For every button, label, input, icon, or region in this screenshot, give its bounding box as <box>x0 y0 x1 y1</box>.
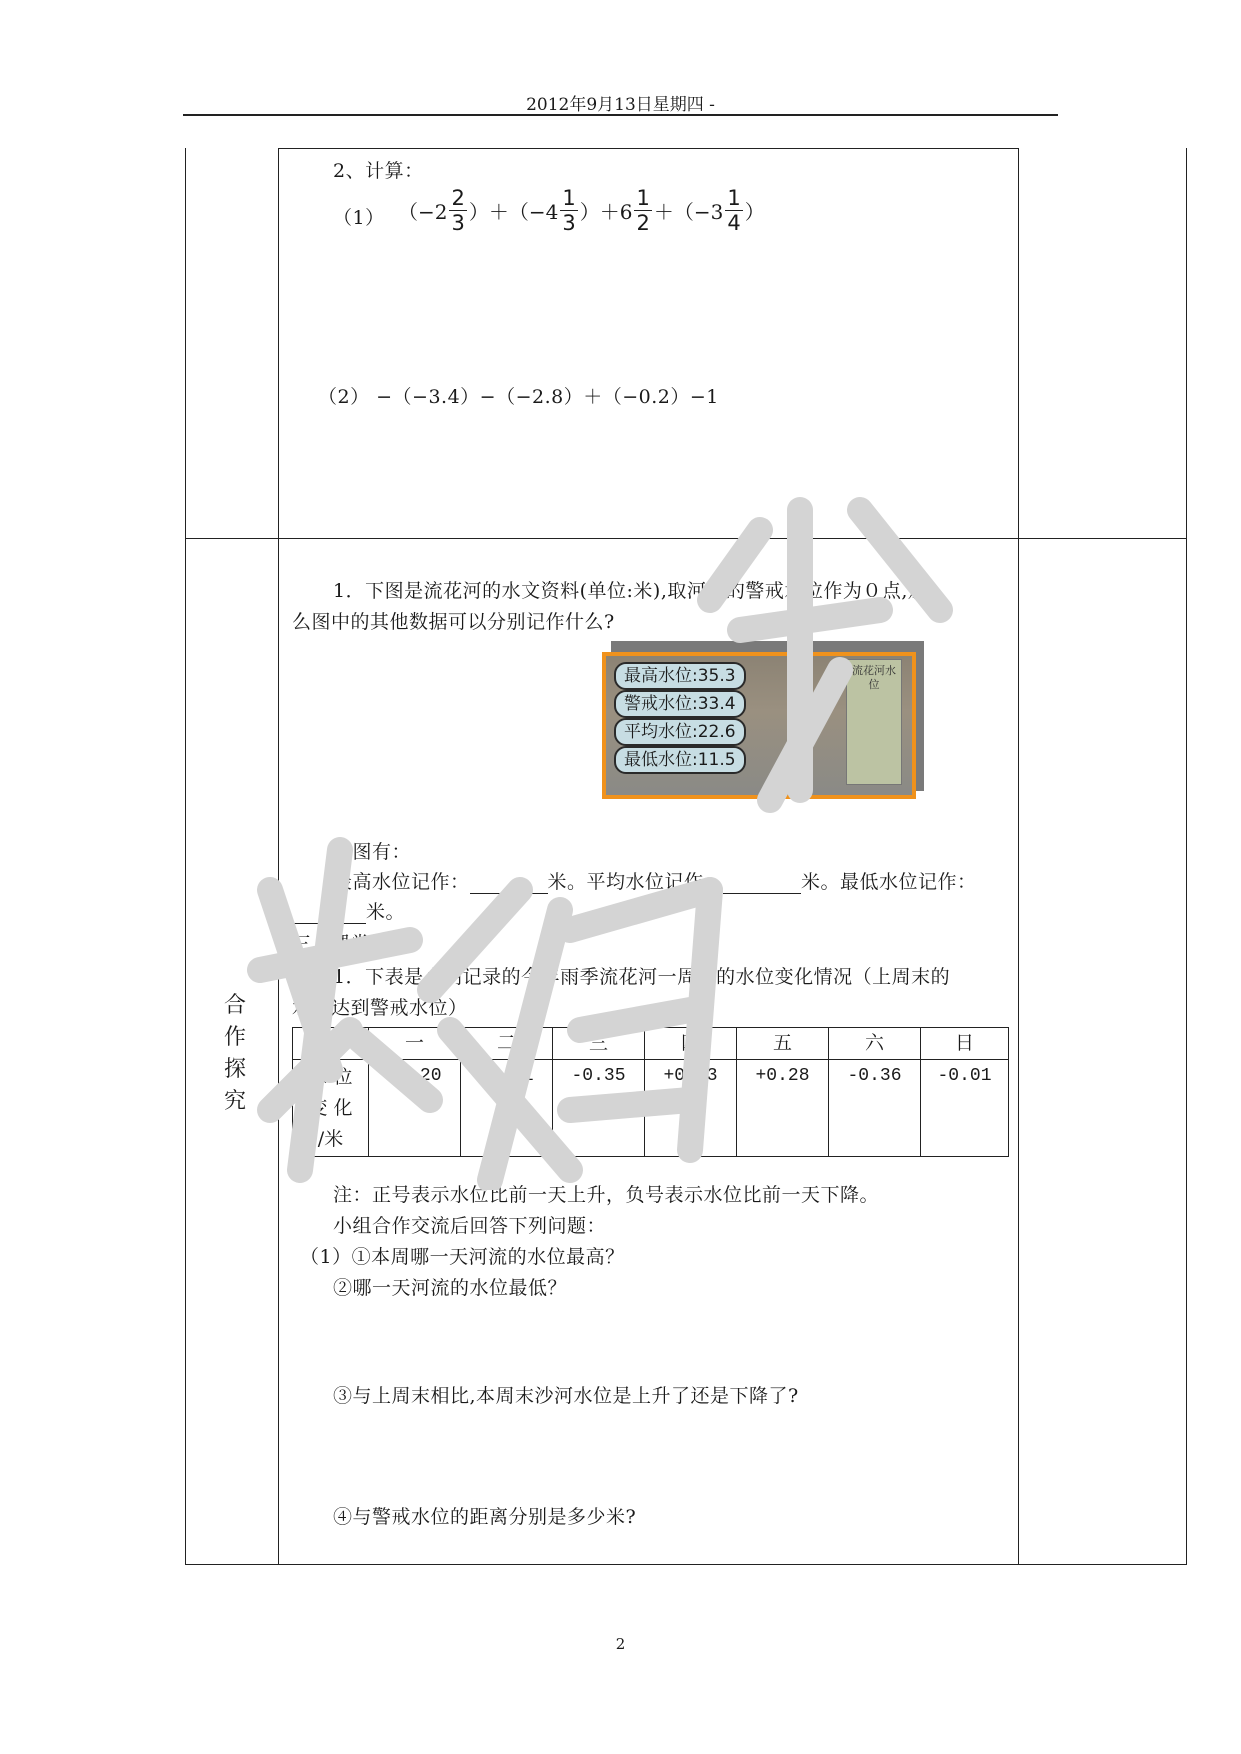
row-label: 水 位 变 化 /米 <box>293 1060 369 1157</box>
table-header-cell: 四 <box>645 1028 737 1060</box>
section-label-cooperative-inquiry: 合 作 探 究 <box>223 993 246 1114</box>
table-cell: +0.81 <box>461 1060 553 1157</box>
table-header-cell: 星期 <box>293 1028 369 1060</box>
table-row <box>293 1060 1009 1157</box>
figure-label-highest: 最高水位:35.3 <box>614 662 746 690</box>
display-question-a: （1）①本周哪一天河流的水位最高？ <box>300 1246 625 1268</box>
figure-gauge: 流花河水位 <box>846 659 902 785</box>
table-cell: -0.35 <box>553 1060 645 1157</box>
q1-fraction-4: $\frac{1}{4}$ <box>727 186 741 235</box>
q1-fraction-1: $\frac{2}{3}$ <box>451 186 465 235</box>
q1-term1-close: ）＋（−4 <box>468 200 559 224</box>
display-question-b: ②哪一天河流的水位最低？ <box>333 1277 568 1299</box>
water-level-table <box>292 1027 1009 1157</box>
table-cell: -0.36 <box>829 1060 921 1157</box>
q1-term1-open: （−2 <box>398 200 448 224</box>
calc-q1-expression <box>398 186 765 235</box>
table-header-row <box>293 1028 1009 1060</box>
figure-label-warning: 警戒水位:33.4 <box>614 690 746 718</box>
figure-label-average: 平均水位:22.6 <box>614 718 746 746</box>
table-header-cell: 日 <box>921 1028 1009 1060</box>
fill-line-2: 米。 <box>292 897 405 924</box>
table-cell: -0.01 <box>921 1060 1009 1157</box>
display-q1-line2: 水位达到警戒水位） <box>292 997 468 1019</box>
table-header-cell: 六 <box>829 1028 921 1060</box>
fill-line: 最高水位记作： 米。平均水位记作： 米。最低水位记作： <box>333 871 977 893</box>
header-date: 2012年9月13日星期四 - <box>526 95 715 115</box>
blank-highest[interactable] <box>470 871 548 894</box>
water-level-figure <box>602 652 916 799</box>
explore-q1-line2: 么图中的其他数据可以分别记作什么? <box>292 611 615 633</box>
table-cell: +0.20 <box>369 1060 461 1157</box>
display-note: 注：正号表示水位比前一天上升，负号表示水位比前一天下降。 <box>333 1184 880 1206</box>
q1-fraction-3: $\frac{1}{2}$ <box>636 186 650 235</box>
explore-q1-line1: 1．下图是流花河的水文资料(单位:米),取河流的警戒水位作为０点,那 <box>333 580 928 602</box>
display-group: 小组合作交流后回答下列问题： <box>333 1215 607 1237</box>
table-header-cell: 五 <box>737 1028 829 1060</box>
from-chart-label: 由图有： <box>333 841 412 863</box>
calc-title: 2、计算： <box>333 160 424 182</box>
figure-label-lowest: 最低水位:11.5 <box>614 746 746 774</box>
q1-term4-close: ） <box>744 200 765 224</box>
blank-average[interactable] <box>723 871 801 894</box>
q1-fraction-2: $\frac{1}{3}$ <box>562 186 576 235</box>
table-header-cell: 二 <box>461 1028 553 1060</box>
blank-lowest[interactable] <box>292 901 366 924</box>
calc-q1-label: （1） <box>333 207 385 229</box>
display-title: 三、课堂展示 <box>292 933 410 955</box>
display-question-c: ③与上周末相比,本周末沙河水位是上升了还是下降了? <box>333 1385 799 1407</box>
display-question-d: ④与警戒水位的距离分别是多少米? <box>333 1506 637 1528</box>
page-number: 2 <box>615 1635 626 1653</box>
table-header-cell: 一 <box>369 1028 461 1060</box>
table-cell: +0.28 <box>737 1060 829 1157</box>
table-cell: +0.03 <box>645 1060 737 1157</box>
q1-term2-close: ）＋6 <box>579 200 633 224</box>
display-q1-line1: 1．下表是小明记录的今年雨季流花河一周内的水位变化情况（上周末的 <box>333 966 951 988</box>
table-header-cell: 三 <box>553 1028 645 1060</box>
q1-term3-close: ＋（−3 <box>653 200 724 224</box>
header-rule <box>183 114 1058 116</box>
calc-q2: （2） −（−3.4）−（−2.8）＋（−0.2）−1 <box>318 386 719 408</box>
